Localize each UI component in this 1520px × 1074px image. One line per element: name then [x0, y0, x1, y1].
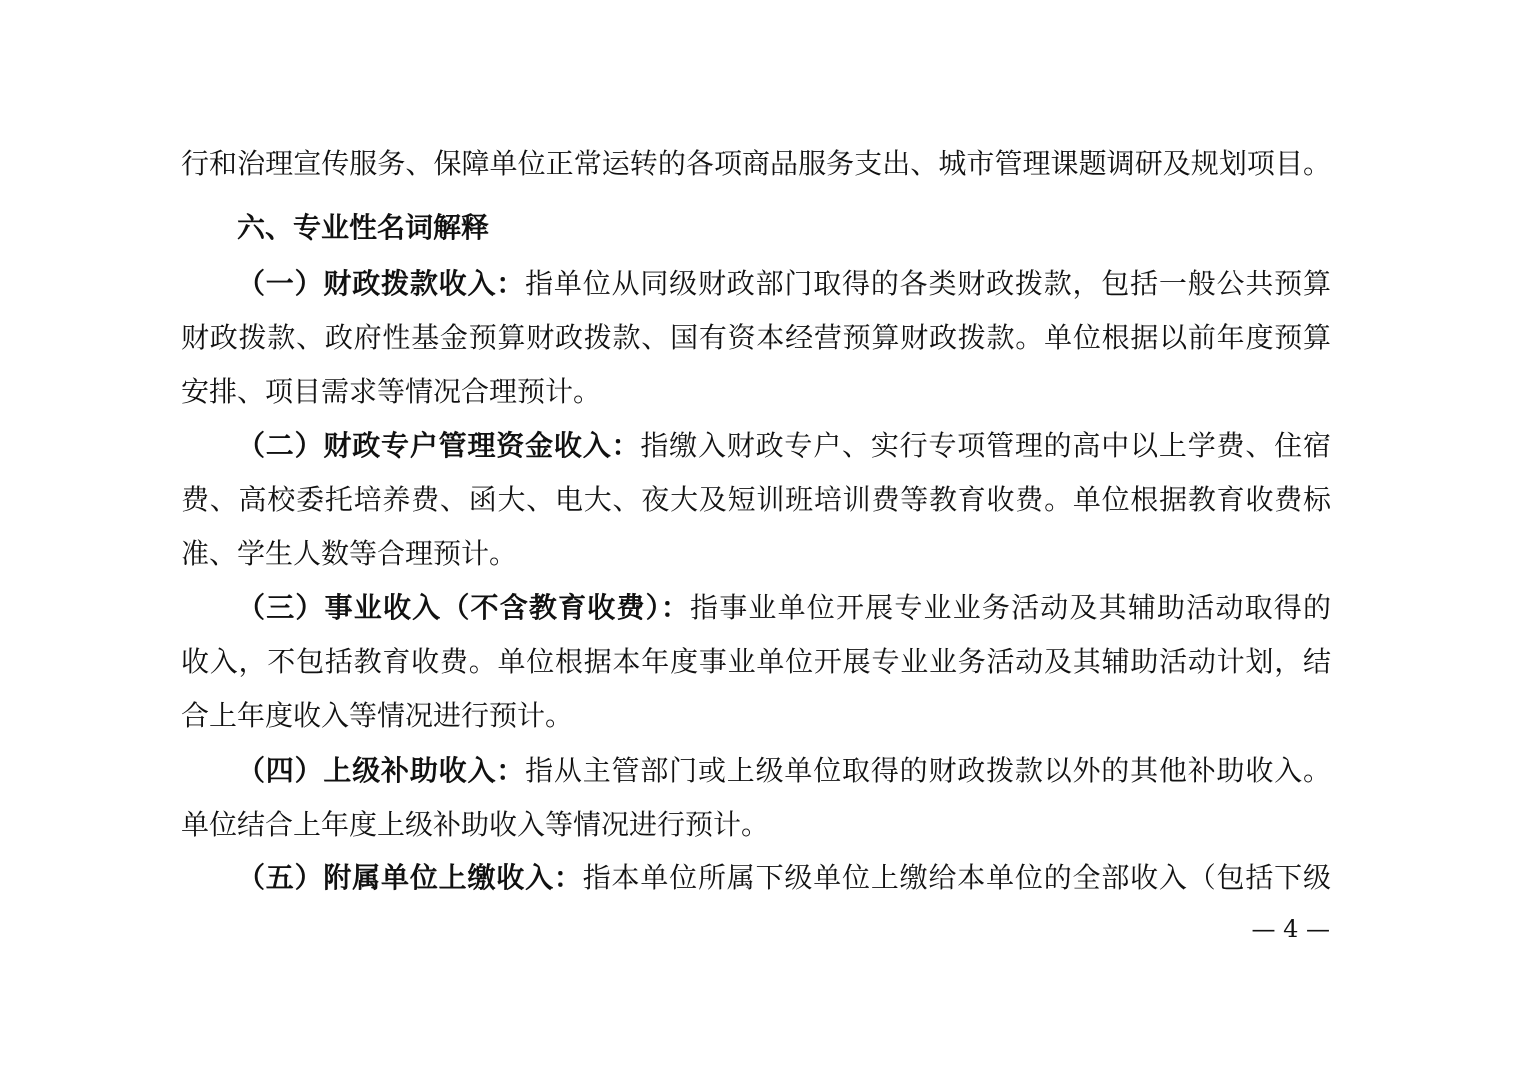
item-3-line-3: 合上年度收入等情况进行预计。	[181, 699, 574, 732]
item-1-line-1	[237, 264, 1331, 304]
item-4-line-2: 单位结合上年度上级补助收入等情况进行预计。	[181, 808, 770, 841]
item-5-term: （五）附属单位上缴收入：	[237, 861, 583, 894]
item-3-text: 指事业单位开展专业业务活动及其辅助活动取得的	[690, 591, 1331, 624]
item-2-line-3: 准、学生人数等合理预计。	[181, 537, 518, 570]
item-2-line-2: 费、高校委托培养费、函大、电大、夜大及短训班培训费等教育收费。单位根据教育收费标	[181, 483, 1331, 516]
item-5-text: 指本单位所属下级单位上缴给本单位的全部收入（包括下级	[582, 861, 1331, 894]
item-3-line-2: 收入，不包括教育收费。单位根据本年度事业单位开展专业业务活动及其辅助活动计划，结	[181, 645, 1331, 678]
item-1-line-2: 财政拨款、政府性基金预算财政拨款、国有资本经营预算财政拨款。单位根据以前年度预算	[181, 321, 1331, 354]
item-4-term: （四）上级补助收入：	[237, 754, 526, 787]
item-4-text: 指从主管部门或上级单位取得的财政拨款以外的其他补助收入。	[525, 754, 1331, 787]
item-1-line-3: 安排、项目需求等情况合理预计。	[181, 375, 602, 408]
item-2-term: （二）财政专户管理资金收入：	[237, 429, 641, 462]
page-number: — 4 —	[1251, 915, 1330, 943]
item-3-line-1	[237, 588, 1331, 628]
section-heading: 六、专业性名词解释	[237, 211, 490, 244]
item-4-line-1	[237, 751, 1331, 791]
item-2-text: 指缴入财政专户、实行专项管理的高中以上学费、住宿	[640, 429, 1331, 462]
item-5-line-1	[237, 858, 1331, 898]
item-1-text: 指单位从同级财政部门取得的各类财政拨款，包括一般公共预算	[525, 267, 1331, 300]
paragraph-continuation-line: 行和治理宣传服务、保障单位正常运转的各项商品服务支出、城市管理课题调研及规划项目。	[181, 147, 1331, 180]
item-2-line-1	[237, 426, 1331, 466]
item-1-term: （一）财政拨款收入：	[237, 267, 526, 300]
item-3-term: （三）事业收入（不含教育收费）：	[237, 591, 691, 624]
